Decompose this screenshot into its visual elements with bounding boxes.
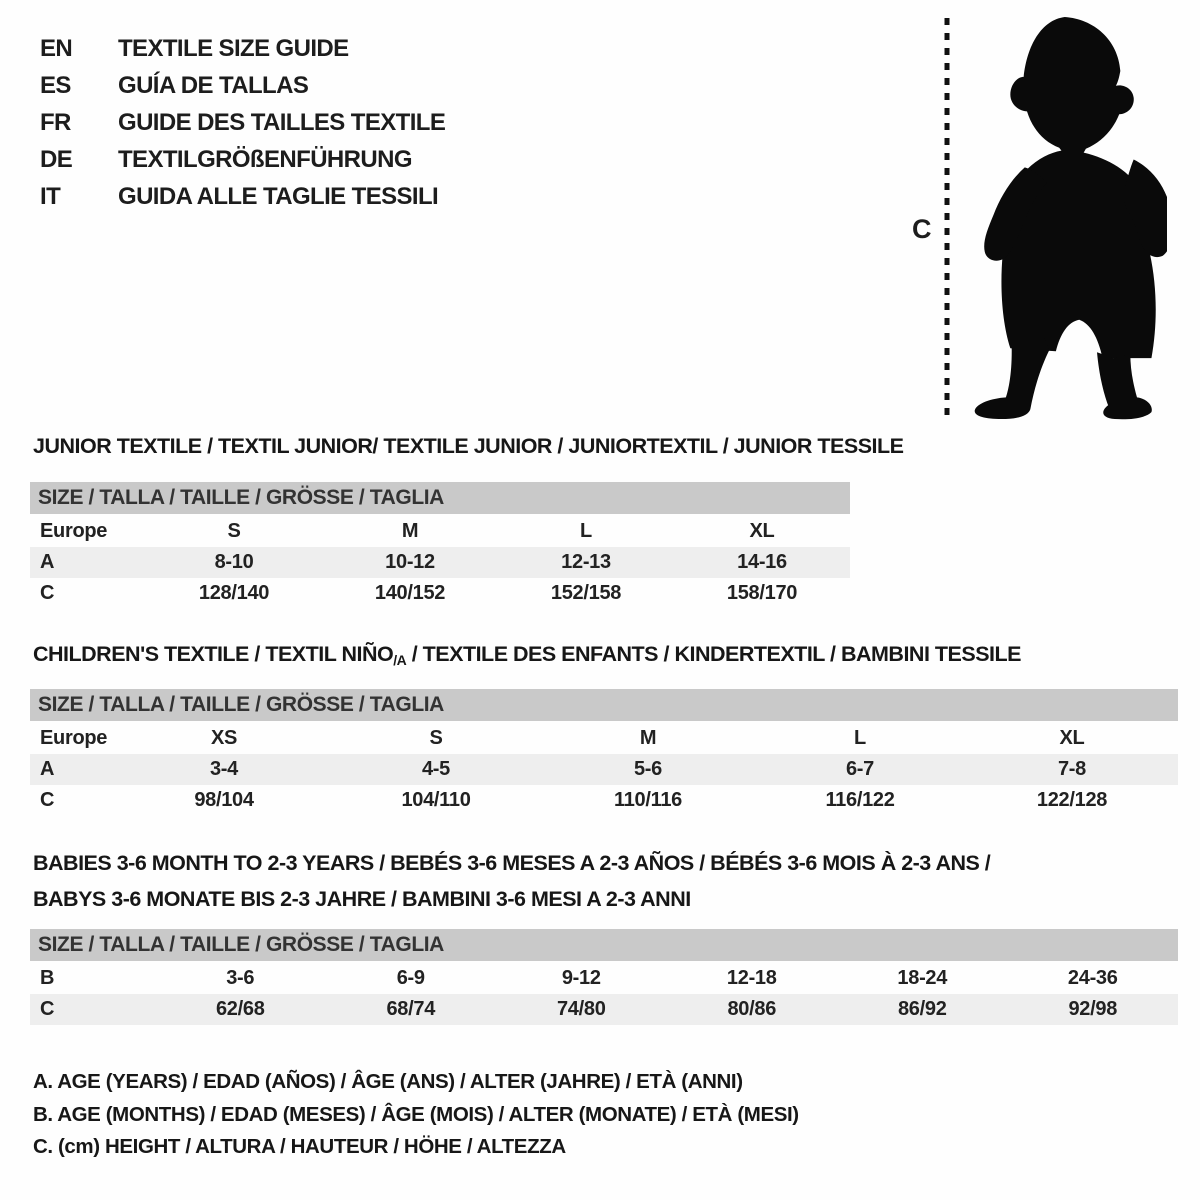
row-label: Europe — [40, 727, 108, 749]
size-cell: L — [854, 727, 866, 749]
value-cell: 24-36 — [1067, 967, 1118, 989]
value-cell: 68/74 — [386, 998, 436, 1020]
legend-line-a: A. AGE (YEARS) / EDAD (AÑOS) / ÂGE (ANS) / ALTER (JAHRE) / ETÀ (ANNI) — [33, 1070, 743, 1093]
language-row-de — [40, 141, 445, 178]
language-title: TEXTILGRÖßENFÜHRUNG — [118, 145, 412, 173]
junior-table-title: JUNIOR TEXTILE / TEXTIL JUNIOR/ TEXTILE JUNIOR / JUNIORTEXTIL / JUNIOR TESSILE — [33, 434, 904, 458]
language-title: GUIDE DES TAILLES TEXTILE — [118, 108, 446, 136]
table-row-europe — [30, 516, 850, 547]
value-cell: 86/92 — [897, 998, 947, 1020]
language-row-fr — [40, 104, 445, 141]
value-cell: 3-4 — [209, 758, 238, 780]
children-table-title — [33, 642, 1021, 668]
language-row-es — [40, 67, 445, 104]
size-cell: S — [227, 520, 241, 542]
table-row-height — [30, 578, 850, 609]
language-code: IT — [40, 182, 61, 210]
language-code: ES — [40, 71, 71, 99]
value-cell: 14-16 — [737, 551, 787, 573]
value-cell: 116/122 — [825, 789, 895, 811]
size-cell: L — [580, 520, 592, 542]
table-row-months — [30, 963, 1178, 994]
table-row-europe — [30, 723, 1178, 754]
measure-c-label: C — [912, 214, 932, 244]
language-list — [40, 30, 445, 215]
height-measure-figure — [900, 10, 1190, 430]
language-code: DE — [40, 145, 73, 173]
table-row-age — [30, 547, 850, 578]
toddler-silhouette-icon — [967, 14, 1167, 422]
value-cell: 92/98 — [1068, 998, 1118, 1020]
language-code: EN — [40, 34, 73, 62]
value-cell: 8-10 — [214, 551, 254, 573]
size-cell: M — [639, 727, 657, 749]
size-header-bar: SIZE / TALLA / TAILLE / GRÖSSE / TAGLIA — [30, 482, 850, 514]
language-title: GUIDA ALLE TAGLIE TESSILI — [118, 182, 439, 210]
value-cell: 110/116 — [614, 789, 682, 811]
value-cell: 128/140 — [198, 582, 270, 604]
language-code: FR — [40, 108, 71, 136]
table-row-height — [30, 785, 1178, 816]
row-label: C — [40, 582, 55, 604]
value-cell: 12-18 — [726, 967, 777, 989]
value-cell: 80/86 — [727, 998, 777, 1020]
dashed-measure-line-icon — [942, 18, 952, 418]
table-row-age — [30, 754, 1178, 785]
value-cell: 6-7 — [845, 758, 874, 780]
table-row-height — [30, 994, 1178, 1025]
language-title: TEXTILE SIZE GUIDE — [118, 34, 349, 62]
value-cell: 3-6 — [226, 967, 255, 989]
value-cell: 12-13 — [561, 551, 611, 573]
value-cell: 98/104 — [194, 789, 254, 811]
row-label: B — [40, 967, 55, 989]
babies-title-line1: BABIES 3-6 MONTH TO 2-3 YEARS / BEBÉS 3-6 MESES A 2-3 AÑOS / BÉBÉS 3-6 MOIS À 2-3 ANS / — [33, 851, 991, 875]
value-cell: 6-9 — [396, 967, 425, 989]
size-header-bar: SIZE / TALLA / TAILLE / GRÖSSE / TAGLIA — [30, 689, 1178, 721]
value-cell: 18-24 — [897, 967, 948, 989]
title-sub: /A — [393, 652, 407, 668]
row-label: A — [40, 551, 55, 573]
size-cell: M — [401, 520, 419, 542]
size-cell: XL — [1059, 727, 1085, 749]
value-cell: 140/152 — [374, 582, 446, 604]
value-cell: 152/158 — [550, 582, 622, 604]
junior-size-table — [30, 482, 850, 609]
value-cell: 122/128 — [1036, 789, 1108, 811]
row-label: A — [40, 758, 55, 780]
row-label: C — [40, 998, 55, 1020]
legend — [33, 1066, 799, 1164]
size-header-bar: SIZE / TALLA / TAILLE / GRÖSSE / TAGLIA — [30, 929, 1178, 961]
size-cell: XS — [210, 727, 238, 749]
value-cell: 7-8 — [1057, 758, 1086, 780]
legend-line-c: C. (cm) HEIGHT / ALTURA / HAUTEUR / HÖHE / ALTEZZA — [33, 1135, 566, 1158]
language-row-it — [40, 178, 445, 215]
value-cell: 62/68 — [215, 998, 265, 1020]
size-cell: S — [429, 727, 443, 749]
value-cell: 9-12 — [561, 967, 601, 989]
babies-title-line2: BABYS 3-6 MONATE BIS 2-3 JAHRE / BAMBINI 3-6 MESI A 2-3 ANNI — [33, 887, 691, 911]
value-cell: 74/80 — [556, 998, 606, 1020]
children-size-table — [30, 689, 1178, 816]
value-cell: 104/110 — [401, 789, 471, 811]
language-row-en — [40, 30, 445, 67]
value-cell: 158/170 — [726, 582, 798, 604]
language-title: GUÍA DE TALLAS — [118, 71, 309, 99]
value-cell: 5-6 — [633, 758, 662, 780]
row-label: C — [40, 789, 55, 811]
babies-size-table — [30, 929, 1178, 1025]
value-cell: 10-12 — [385, 551, 435, 573]
value-cell: 4-5 — [421, 758, 450, 780]
babies-table-title — [33, 845, 990, 917]
size-cell: XL — [749, 520, 775, 542]
title-part: CHILDREN'S TEXTILE / TEXTIL NIÑO — [33, 642, 394, 666]
row-label: Europe — [40, 520, 108, 542]
legend-line-b: B. AGE (MONTHS) / EDAD (MESES) / ÂGE (MOIS) / ALTER (MONATE) / ETÀ (MESI) — [33, 1102, 799, 1126]
title-part: / TEXTILE DES ENFANTS / KINDERTEXTIL / BAMBINI TESSILE — [406, 642, 1021, 666]
